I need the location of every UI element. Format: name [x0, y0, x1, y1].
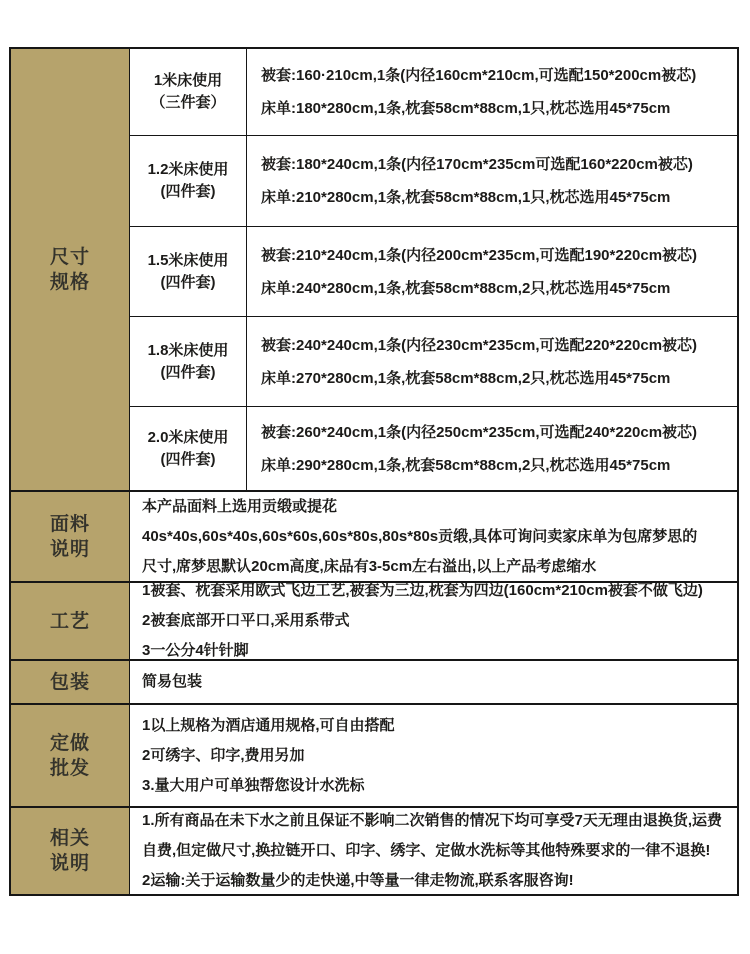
- section-label-custom: [11, 705, 130, 806]
- craft-content: [130, 583, 737, 659]
- spec-detail: [247, 136, 737, 226]
- section-size-specs: [11, 49, 737, 490]
- detail-line-sheet: 床单:180*280cm,1条,枕套58cm*88cm,1只,枕芯选用45*75cm: [261, 100, 671, 117]
- bed-size-label: [130, 136, 247, 226]
- section-label-craft: [11, 583, 130, 659]
- section-label-line: 尺寸: [49, 246, 90, 268]
- custom-line: 1以上规格为酒店通用规格,可自由搭配: [142, 716, 395, 734]
- craft-line: 2被套底部开口平口,采用系带式: [142, 612, 350, 629]
- bed-size-line: 2.0米床使用: [147, 428, 229, 446]
- bed-size-label: [130, 49, 247, 135]
- set-type-line: (四件套): [160, 450, 216, 468]
- section-packaging: [11, 659, 737, 703]
- detail-line-sheet: 床单:240*280cm,1条,枕套58cm*88cm,2只,枕芯选用45*75cm: [261, 279, 671, 297]
- notes-content: [130, 808, 737, 894]
- bed-size-line: 1.2米床使用: [147, 161, 229, 178]
- notes-line: 1.所有商品在未下水之前且保证不影响二次销售的情况下均可享受7天无理由退换货,运费: [142, 812, 723, 829]
- section-label-notes: [11, 808, 130, 894]
- detail-line-duvet: 被套:210*240cm,1条(内径200cm*235cm,可选配190*220cm被芯): [261, 246, 698, 264]
- bed-size-label: [130, 227, 247, 316]
- spec-row-2m: [130, 406, 737, 490]
- section-custom-wholesale: [11, 703, 737, 806]
- spec-detail: [247, 407, 737, 490]
- set-type-line: （三件套）: [150, 94, 226, 111]
- bed-size-label: [130, 407, 247, 490]
- size-specs-rows: [130, 49, 737, 490]
- section-label-line: 包装: [49, 671, 90, 693]
- fabric-line: 尺寸,席梦思默认20cm高度,床品有3-5cm左右溢出,以上产品考虑缩水: [142, 557, 597, 575]
- section-label-line: 工艺: [49, 610, 90, 632]
- detail-line-sheet: 床单:290*280cm,1条,枕套58cm*88cm,2只,枕芯选用45*75cm: [261, 456, 671, 474]
- spec-row-1m: [130, 49, 737, 135]
- section-fabric-notes: [11, 490, 737, 581]
- bed-size-label: [130, 317, 247, 406]
- detail-line-duvet: 被套:160·210cm,1条(内径160cm*210cm,可选配150*200cm被芯): [261, 67, 697, 84]
- spec-detail: [247, 227, 737, 316]
- set-type-line: (四件套): [160, 363, 216, 381]
- fabric-line: 本产品面料上选用贡缎或提花: [142, 497, 338, 515]
- detail-line-duvet: 被套:180*240cm,1条(内径170cm*235cm可选配160*220cm被芯): [261, 156, 693, 173]
- section-label-packaging: [11, 661, 130, 703]
- craft-line: 3一公分4针针脚: [142, 642, 249, 659]
- set-type-line: (四件套): [160, 273, 216, 291]
- section-label-line: 规格: [49, 271, 90, 293]
- bed-size-line: 1.8米床使用: [147, 341, 229, 359]
- section-label-size-specs: [11, 49, 130, 490]
- spec-detail: [247, 49, 737, 135]
- section-craftsmanship: [11, 581, 737, 659]
- bed-size-line: 1.5米床使用: [147, 251, 229, 269]
- packaging-content: [130, 661, 737, 703]
- custom-content: [130, 705, 737, 806]
- bed-size-line: 1米床使用: [153, 72, 223, 89]
- spec-row-1-2m: [130, 135, 737, 226]
- detail-line-duvet: 被套:260*240cm,1条(内径250cm*235cm,可选配240*220cm被芯): [261, 423, 698, 441]
- section-label-line: 面料: [49, 513, 90, 535]
- custom-line: 3.量大用户可单独帮您设计水洗标: [142, 776, 365, 794]
- packaging-line: 简易包装: [142, 673, 203, 690]
- fabric-line: 40s*40s,60s*40s,60s*60s,60s*80s,80s*80s贡缎,具体可询问卖家床单为包席梦思的: [142, 527, 698, 545]
- detail-line-duvet: 被套:240*240cm,1条(内径230cm*235cm,可选配220*220cm被芯): [261, 336, 698, 354]
- product-spec-table: [9, 47, 739, 896]
- spec-row-1-8m: [130, 316, 737, 406]
- section-label-line: 说明: [49, 538, 90, 560]
- detail-line-sheet: 床单:210*280cm,1条,枕套58cm*88cm,1只,枕芯选用45*75cm: [261, 189, 671, 206]
- detail-line-sheet: 床单:270*280cm,1条,枕套58cm*88cm,2只,枕芯选用45*75cm: [261, 369, 671, 387]
- section-label-line: 定做: [49, 732, 90, 754]
- section-label-line: 相关: [49, 828, 90, 849]
- craft-line: 1被套、枕套采用欧式飞边工艺,被套为三边,枕套为四边(160cm*210cm被套不做飞边): [142, 583, 703, 599]
- custom-line: 2可绣字、印字,费用另加: [142, 746, 305, 764]
- section-related-notes: [11, 806, 737, 894]
- section-label-line: 说明: [49, 853, 90, 874]
- fabric-content: [130, 492, 737, 581]
- section-label-fabric: [11, 492, 130, 581]
- section-label-line: 批发: [49, 757, 90, 779]
- notes-line: 2运输:关于运输数量少的走快递,中等量一律走物流,联系客服咨询!: [142, 872, 574, 889]
- spec-row-1-5m: [130, 226, 737, 316]
- set-type-line: (四件套): [160, 183, 216, 200]
- notes-line: 自费,但定做尺寸,换拉链开口、印字、绣字、定做水洗标等其他特殊要求的一律不退换!: [142, 842, 711, 859]
- spec-detail: [247, 317, 737, 406]
